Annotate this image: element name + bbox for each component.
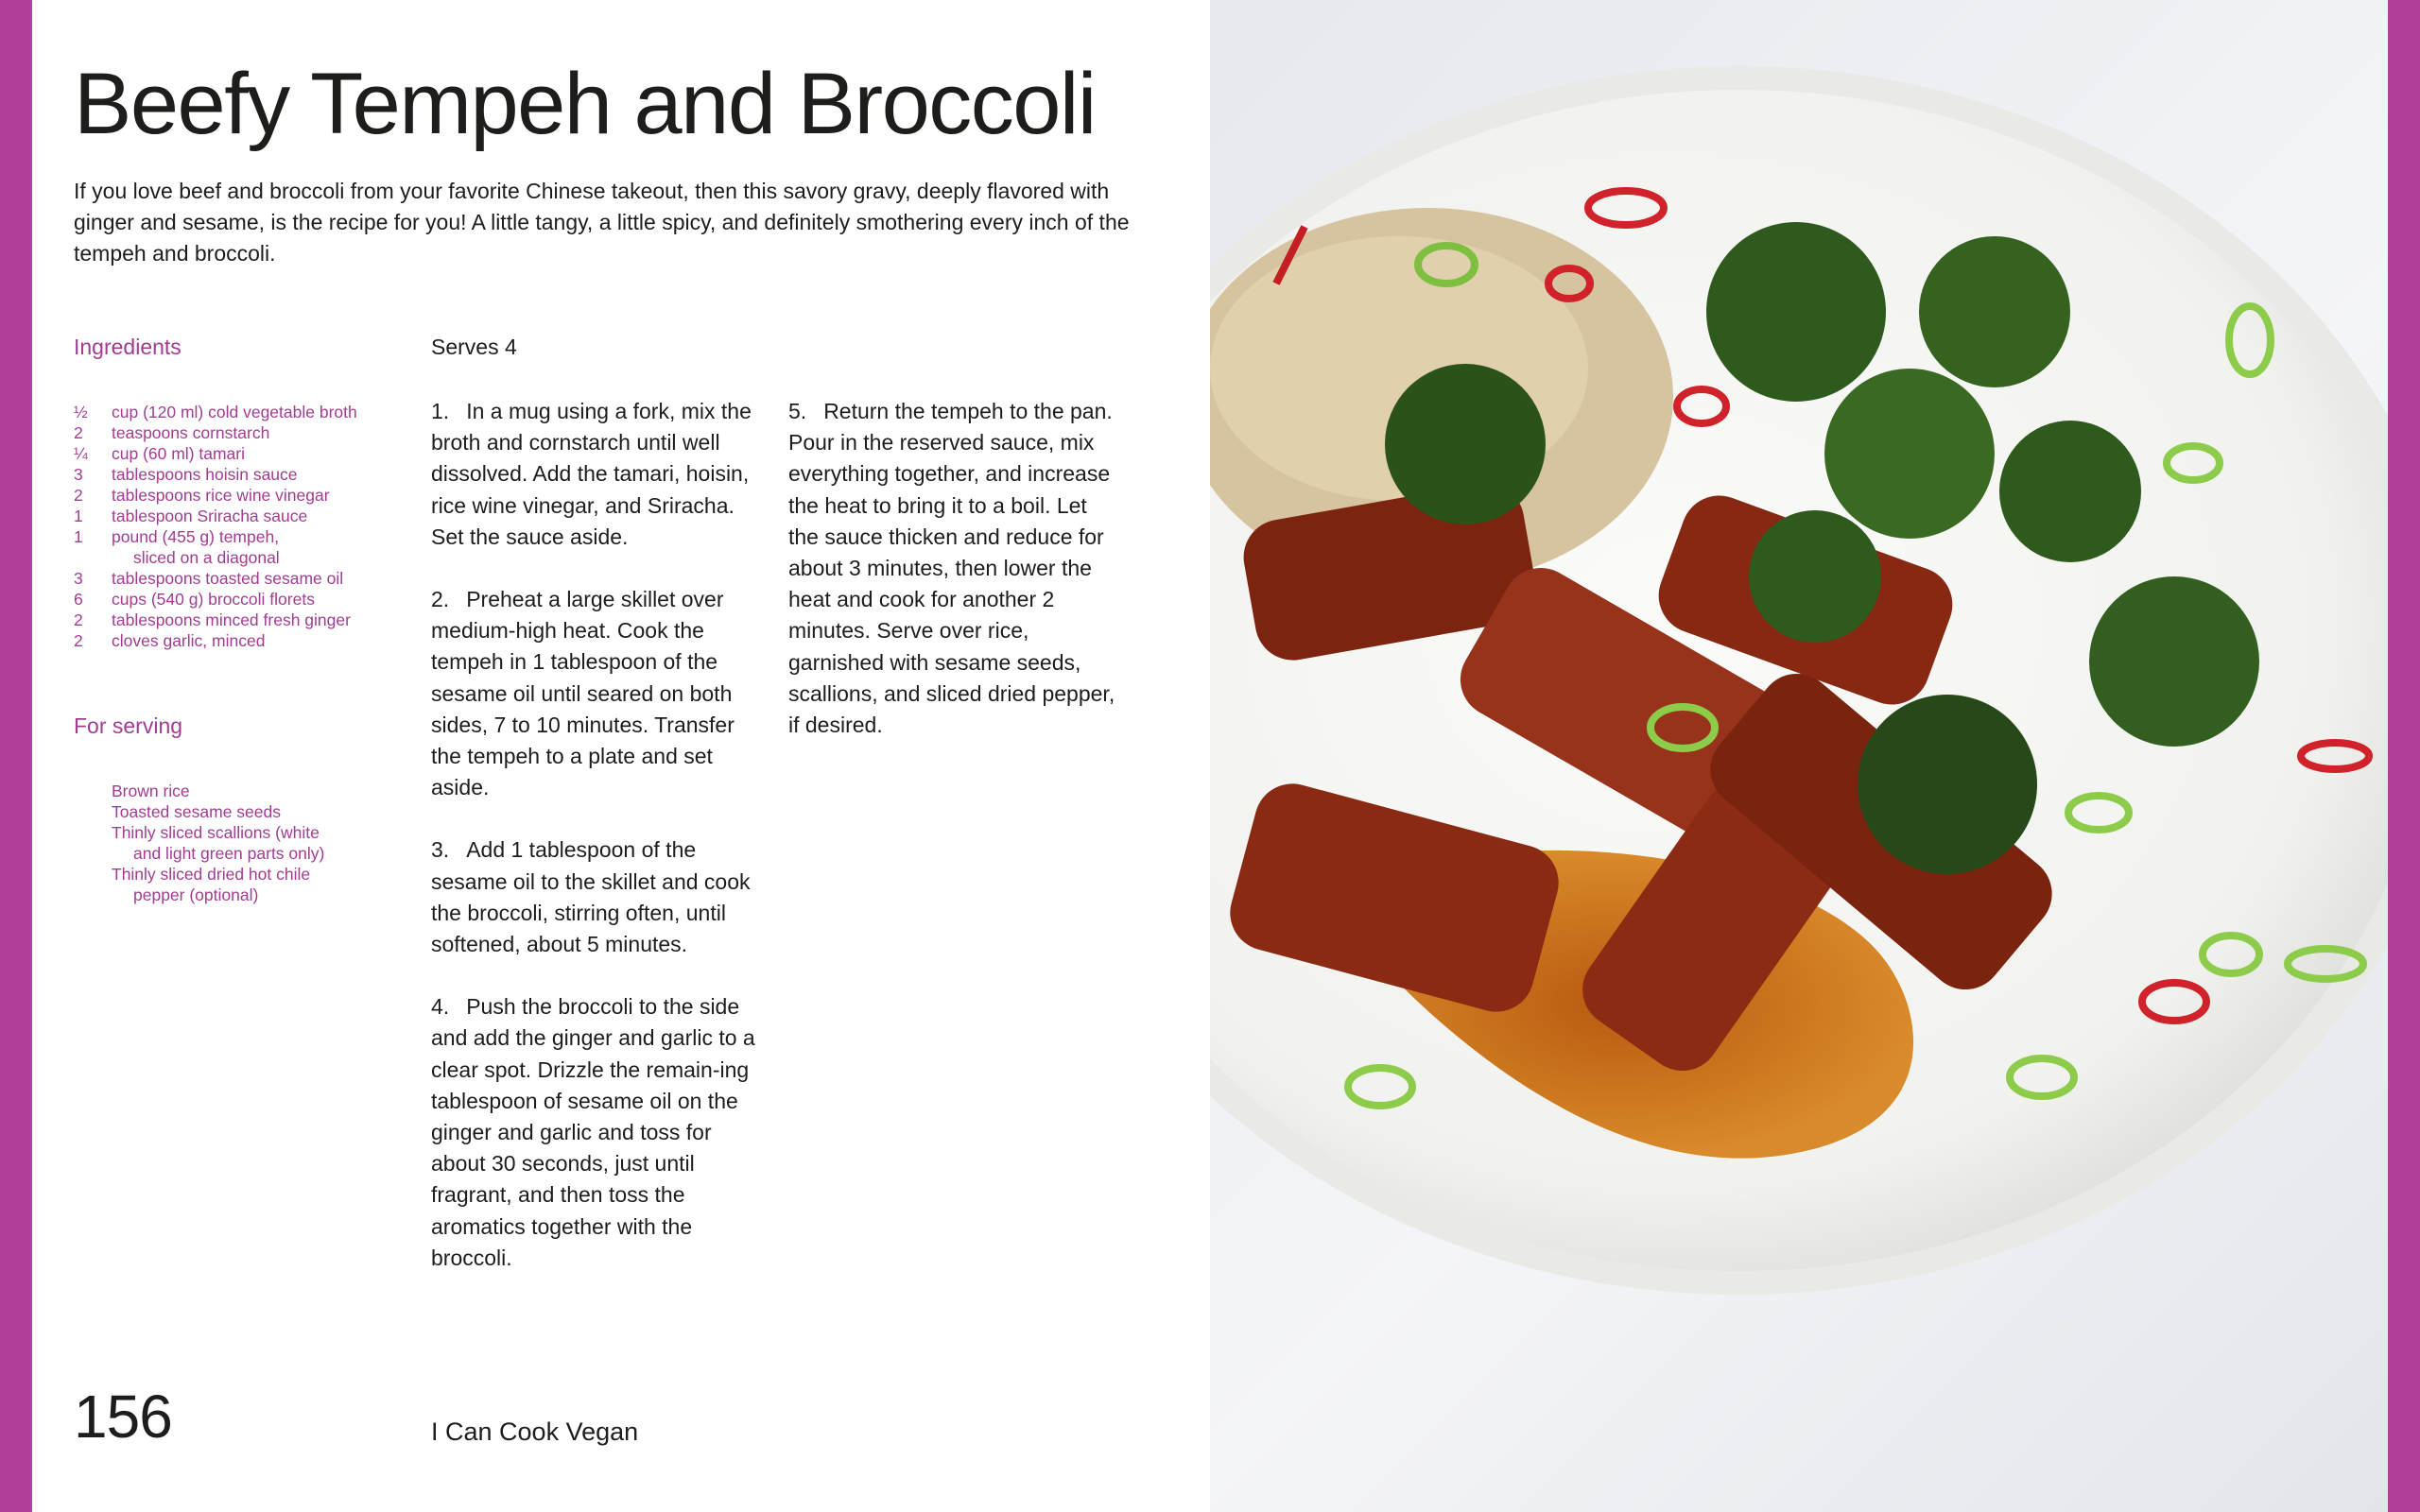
ingredient-item (74, 630, 405, 651)
ingredient-item (74, 402, 405, 422)
ingredient-text: cloves garlic, minced (112, 631, 266, 650)
ingredient-qty: ½ (74, 403, 88, 421)
ingredient-qty: 1 (74, 507, 83, 525)
ingredient-qty: 2 (74, 610, 83, 629)
ingredient-item (74, 464, 405, 485)
ingredient-qty: 2 (74, 423, 83, 442)
ingredient-item (74, 568, 405, 589)
serving-heading: For serving (74, 713, 183, 738)
ingredient-item (74, 485, 405, 506)
ingredient-text: pound (455 g) tempeh, (112, 527, 280, 546)
step-item (431, 991, 764, 1274)
ingredient-qty: 2 (74, 486, 83, 505)
ingredient-list (74, 402, 405, 651)
ingredient-text: cup (120 ml) cold vegetable broth (112, 403, 357, 421)
ingredient-text: cups (540 g) broccoli florets (112, 590, 315, 609)
serving-text: Thinly sliced dried hot chile (112, 865, 311, 884)
recipe-title: Beefy Tempeh and Broccoli (74, 56, 1096, 152)
serving-item (112, 822, 414, 864)
serving-text: Brown rice (112, 782, 190, 800)
step-text: In a mug using a fork, mix the broth and cornstarch until well dissolved. Add the tamari, hoisin, rice wine vinegar, and Sriracha. Set the sauce aside. (431, 399, 752, 549)
serving-item (112, 781, 414, 801)
ingredient-text: tablespoons rice wine vinegar (112, 486, 330, 505)
serving-list (112, 781, 414, 905)
ingredient-text: cup (60 ml) tamari (112, 444, 246, 463)
dish-illustration (1210, 0, 2388, 1512)
ingredient-item (74, 443, 405, 464)
step-text: Push the broccoli to the side and add the ginger and garlic to a clear spot. Drizzle the remain-ing tablespoon of sesame oil on the ginger and garlic and toss for about 30 seconds, just until fragrant, and then toss the aromatics together with the broccoli. (431, 994, 755, 1270)
step-number: 3. (431, 837, 450, 863)
step-text: Return the tempeh to the pan. Pour in the reserved sauce, mix everything together, and increase the heat to bring it to a boil. Let the sauce thicken and reduce for about 3 minutes, then lower the heat and cook for another 2 minutes. Serve over rice, garnished with sesame seeds, scallions, and sliced dried pepper, if desired. (788, 399, 1115, 738)
ingredient-item (74, 422, 405, 443)
step-number: 1. (431, 399, 450, 423)
step-number: 5. (788, 399, 807, 423)
book-title: I Can Cook Vegan (431, 1418, 639, 1446)
step-number: 2. (431, 587, 450, 612)
ingredient-text: tablespoon Sriracha sauce (112, 507, 308, 525)
serving-text-continued: and light green parts only) (133, 844, 325, 863)
ingredient-qty: 3 (74, 465, 83, 484)
page-number: 156 (74, 1383, 172, 1451)
serving-text-continued: pepper (optional) (133, 885, 259, 904)
serving-text: Thinly sliced scallions (white (112, 823, 320, 842)
ingredient-item (74, 610, 405, 630)
steps-column-2 (788, 396, 1121, 772)
step-text: Preheat a large skillet over medium-high heat. Cook the tempeh in 1 tablespoon of the sesame oil until seared on both sides, 7 to 10 minutes. Transfer the tempeh to a plate and set aside. (431, 587, 735, 800)
ingredient-item (74, 589, 405, 610)
steps-column-1 (431, 396, 764, 1305)
ingredient-qty: 1 (74, 527, 83, 546)
recipe-page (32, 0, 1210, 1512)
ingredient-qty: ¼ (74, 444, 88, 463)
ingredient-text: tablespoons toasted sesame oil (112, 569, 344, 588)
ingredient-qty: 6 (74, 590, 83, 609)
step-number: 4. (431, 994, 450, 1020)
ingredient-text: teaspoons cornstarch (112, 423, 270, 442)
ingredient-qty: 2 (74, 631, 83, 650)
serving-text: Toasted sesame seeds (112, 802, 281, 821)
ingredient-text-continued: sliced on a diagonal (133, 548, 280, 567)
serves-label: Serves 4 (431, 335, 517, 359)
step-text: Add 1 tablespoon of the sesame oil to the skillet and cook the broccoli, stirring often, until softened, about 5 minutes. (431, 837, 751, 957)
serving-item (112, 801, 414, 822)
ingredient-item (74, 526, 405, 568)
dish-photo (1210, 0, 2388, 1512)
step-item (431, 834, 764, 960)
ingredient-item (74, 506, 405, 526)
ingredient-qty: 3 (74, 569, 83, 588)
step-item (431, 396, 764, 553)
recipe-intro: If you love beef and broccoli from your favorite Chinese takeout, then this savory gravy, deeply flavored with ginger and sesame, is the recipe for you! A little tangy, a little spicy, and definitely smothering every inch of the tempeh and broccoli. (74, 179, 1130, 266)
step-item (431, 584, 764, 803)
ingredient-text: tablespoons minced fresh ginger (112, 610, 351, 629)
serving-item (112, 864, 414, 905)
ingredients-heading: Ingredients (74, 335, 182, 359)
ingredient-text: tablespoons hoisin sauce (112, 465, 298, 484)
step-item (788, 396, 1121, 741)
